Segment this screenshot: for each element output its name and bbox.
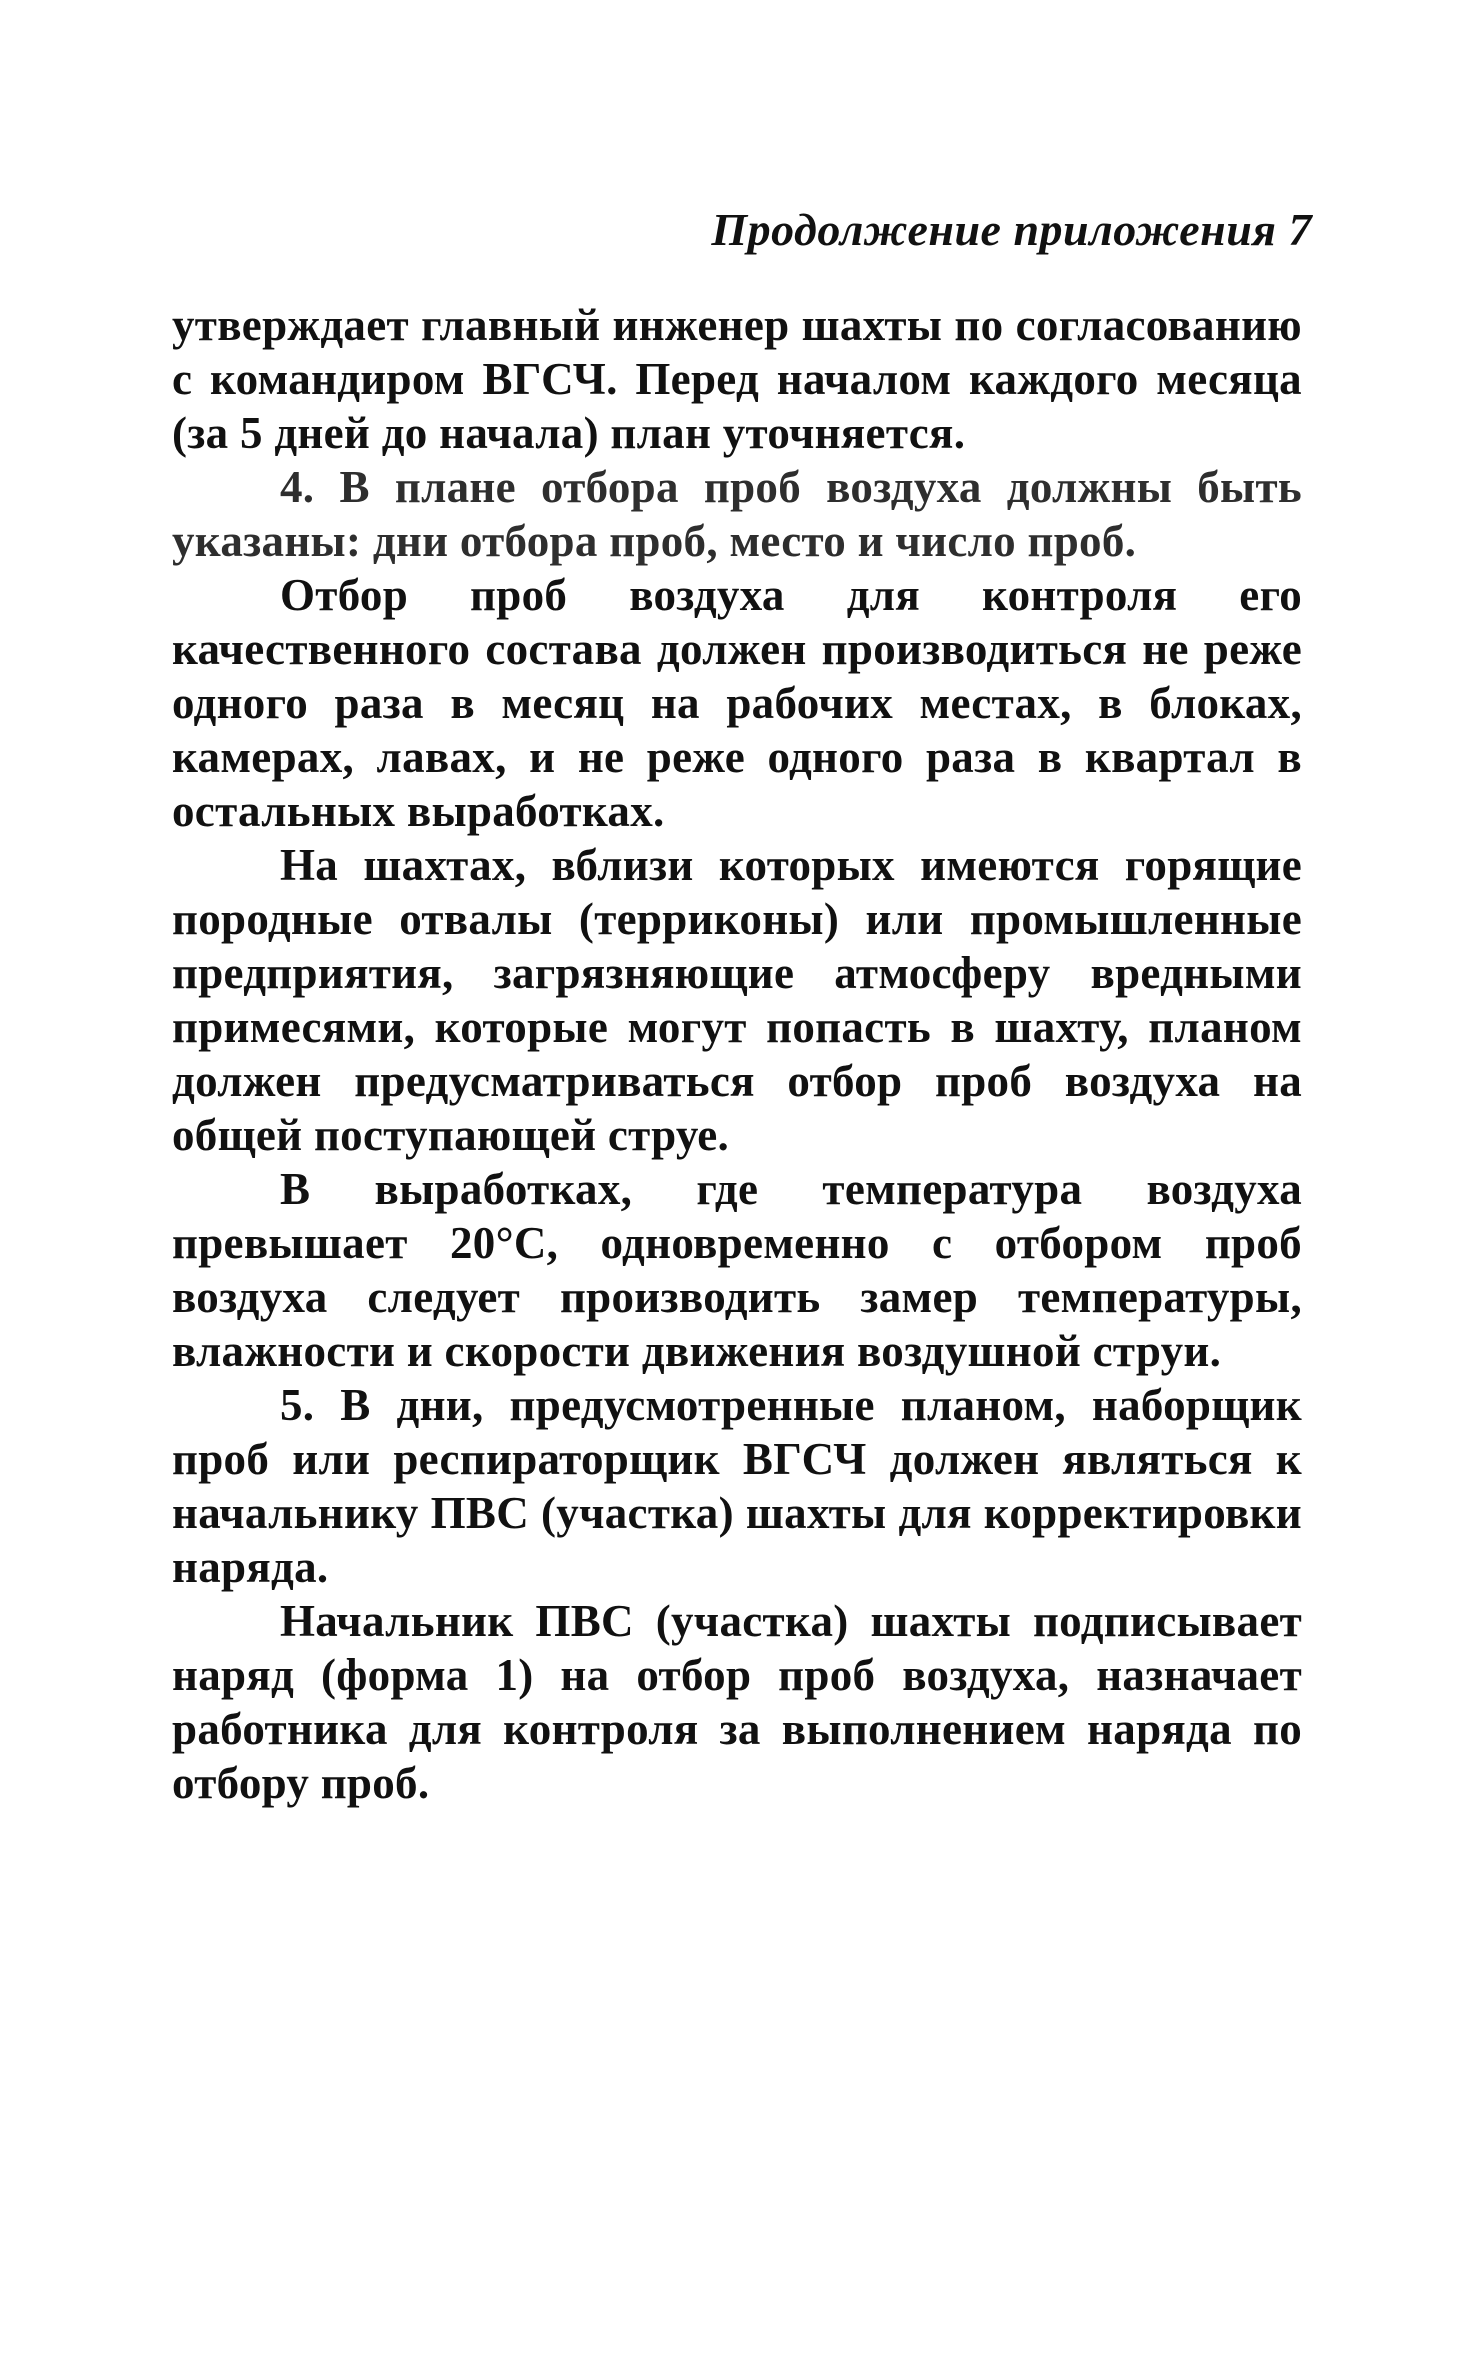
paragraph-approval: утверждает главный инженер шахты по согласованию с командиром ВГСЧ. Перед началом каждого месяца (за 5 дней до начала) план уточняется. [172, 300, 1302, 458]
paragraph-polluted-areas: На шахтах, вблизи которых имеются горящие породные отвалы (терриконы) или промышленные предприятия, загрязняющие атмосферу вредными примесями, которые могут попасть в шахту, планом должен предусматриваться отбор проб воздуха на общей поступающей струе. [172, 840, 1302, 1160]
running-header: Продолжение приложения 7 [711, 204, 1312, 255]
paragraph-temperature: В выработках, где температура воздуха превышает 20°С, одновременно с отбором проб воздуха следует производить замер температуры, влажности и скорости движения воздушной струи. [172, 1164, 1302, 1376]
paragraph-item-5: 5. В дни, предусмотренные планом, наборщик проб или респираторщик ВГСЧ должен являться к начальнику ПВС (участка) шахты для корректировки наряда. [172, 1380, 1302, 1592]
body-text [172, 298, 1302, 1810]
paragraph-supervisor: Начальник ПВС (участка) шахты подписывает наряд (форма 1) на отбор проб воздуха, назначает работника для контроля за выполнением наряда по отбору проб. [172, 1596, 1302, 1808]
paragraph-sampling-frequency: Отбор проб воздуха для контроля его качественного состава должен производиться не реже одного раза в месяц на рабочих местах, в блоках, камерах, лавах, и не реже одного раза в квартал в остальных выработках. [172, 570, 1302, 836]
paragraph-item-4: 4. В плане отбора проб воздуха должны быть указаны: дни отбора проб, место и число проб. [172, 462, 1302, 566]
